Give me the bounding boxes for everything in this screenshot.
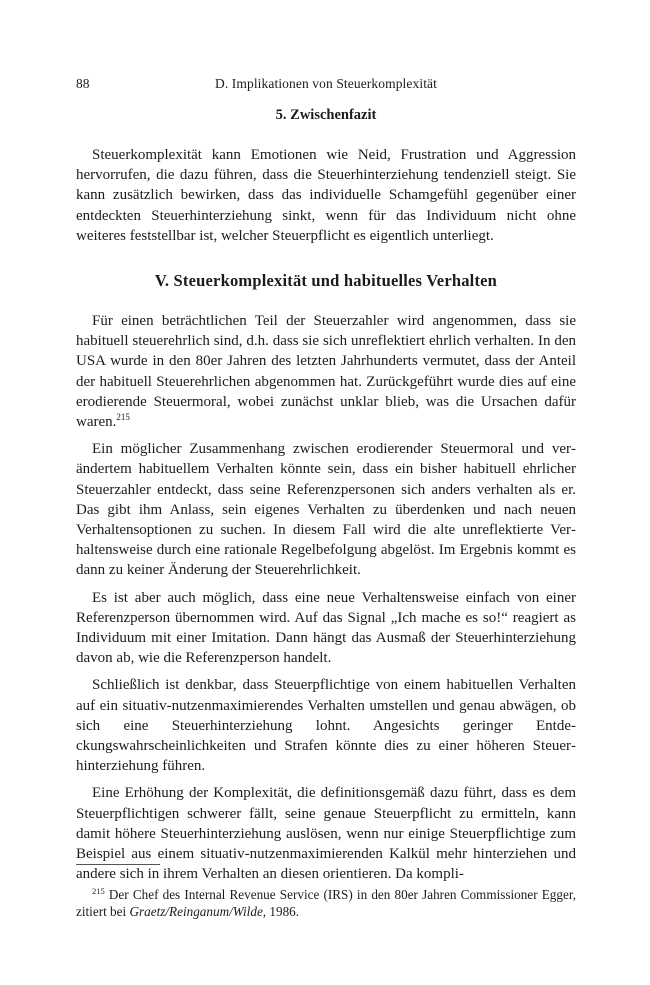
body-paragraph — [76, 311, 576, 432]
footnote-year: 1986. — [266, 904, 300, 920]
paragraph-text: Für einen beträchtlichen Teil der Steuerzahler wird angenommen, dass sie habituell steuerehrlich sind, d.h. dass sie sich unreflektiert ehrlich verhalten. In den USA wurde in den 80er Jahren des letzten Jahrhunderts vermutet, dass der Anteil der habituell Steuerehrlichen abgenommen hat. Zurückgeführt wurde dies auf eine erodierende Steuermoral, wobei zunächst unklar blieb, was die Ursachen dafür waren. — [76, 313, 576, 431]
intro-paragraph: Steuerkomplexität kann Emotionen wie Neid, Frustration und Aggression hervorrufen, die dazu führen, dass die Steuerhinterziehung tendenziell steigt. Sie kann zusätzlich bewirken, dass das individuelle Schamgefühl gegenüber einer entdeckten Steuerhinterziehung sinkt, wenn für das Individuum nicht ohne weiteres feststellbar ist, welcher Steuerpflicht es eigentlich unterliegt. — [76, 147, 576, 244]
footnote-number: 215 — [92, 886, 105, 897]
running-title: D. Implikationen von Steuerkomplexität — [214, 76, 437, 91]
footnote-divider — [76, 864, 160, 865]
footnote-reference[interactable]: 215 — [116, 412, 130, 423]
body-paragraph: Ein möglicher Zusammenhang zwischen erodierender Steuermoral und verändertem habituellem Verhalten könnte sein, dass ein bisher habituell ehrlicher Steuerzahler entdeckt, dass seine Referenzpersonen sich anders verhalten als er. Das gibt ihm Anlass, sein eigenes Verhalten zu überdenken und nach neuen Verhaltensoptionen zu suchen. In diesem Fall wird die alte unreflektierte Verhaltensweise durch eine rationale Regelbefolgung abgelöst. Im Ergebnis kommt es dann zu keiner Änderung der Steuerehrlichkeit. — [76, 441, 576, 579]
body-text — [76, 311, 576, 884]
subsection-title: 5. Zwischenfazit — [275, 107, 377, 123]
page-number: 88 — [76, 76, 90, 91]
section-title: V. Steuerkomplexität und habituelles Verhalten — [154, 271, 498, 290]
intro-block — [76, 145, 576, 246]
footnote-text: Der Chef des Internal Revenue Service (IRS) in den 80er Jahren Commissioner Egger, zitiert bei — [76, 887, 577, 920]
body-paragraph: Es ist aber auch möglich, dass eine neue Verhaltensweise einfach von einer Referenzperson übernommen wird. Auf das Signal „Ich mache es so!“ reagiert as Individuum mit einer Imitation. Dann hängt das Ausmaß der Steuerhinterziehung davon ab, wie die Referenzperson handelt. — [76, 589, 576, 667]
body-paragraph: Eine Erhöhung der Komplexität, die definitionsgemäß dazu führt, dass es dem Steuerpflichtigen schwerer fällt, seine genaue Steuerpflicht zu ermitteln, kann damit höhere Steuerhinterziehung auslösen, wenn nur einige Steuerpflichtige zum Beispiel aus einem situativ-nutzenmaximierenden Kalkül mehr hinterziehen und andere sich in ihrem Verhalten an diesen orientieren. Da kompli- — [76, 785, 576, 883]
footnote — [76, 886, 576, 920]
body-paragraph: Schließlich ist denkbar, dass Steuerpflichtige von einem habituellen Verhalten auf ein situativ-nutzenmaximierendes Verhalten umstellen und genau abwägen, ob sich eine Steuerhinterziehung lohnt. Angesichts geringer Entdeckungswahrscheinlichkeiten und Strafen könnte dies zu einer höheren Steuerhinterziehung führen. — [76, 677, 576, 775]
footnote-citation: Graetz/Reinganum/Wilde, — [129, 904, 267, 920]
